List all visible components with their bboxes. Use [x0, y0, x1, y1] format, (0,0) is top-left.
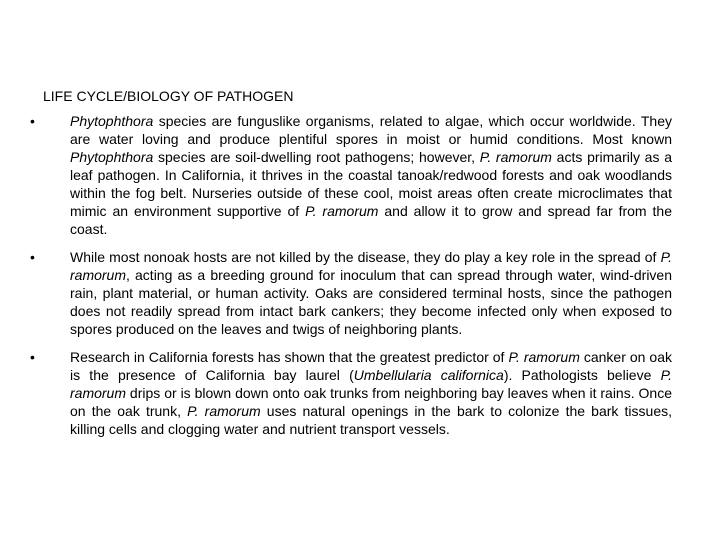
italic-text-run: P. ramorum: [70, 249, 672, 283]
section-heading: LIFE CYCLE/BIOLOGY OF PATHOGEN: [43, 88, 294, 104]
text-run: While most nonoak hosts are not killed by the disease, they do play a key role in the spread of: [70, 249, 661, 265]
bullet-text: [70, 113, 672, 237]
text-run: , acting as a breeding ground for inoculum that can spread through water, wind-driven rain, plant material, or human activity. Oaks are considered terminal hosts, since the pathogen does not readily spread from intact bark cankers; they become infected only when exposed to spores produced on the leaves and twigs of neighboring plants.: [70, 267, 672, 337]
text-run: canker on oak is the presence of California bay laurel (: [70, 349, 672, 383]
bullet-list: [30, 112, 672, 448]
bullet-dot-icon: •: [30, 113, 35, 129]
bullet-text: [70, 349, 672, 437]
italic-text-run: P. ramorum: [187, 403, 261, 419]
italic-text-run: P. ramorum: [305, 203, 379, 219]
bullet-dot-icon: •: [30, 249, 35, 265]
italic-text-run: Phytophthora: [70, 149, 154, 165]
bullet-dot-icon: •: [30, 349, 35, 365]
italic-text-run: P. ramorum: [70, 367, 672, 401]
text-run: acts primarily as a leaf pathogen. In California, it thrives in the coastal tanoak/redwood forests and oak woodlands within the fog belt. Nurseries outside of these cool, moist areas often create microclimates that mimic an environment supportive of: [70, 149, 672, 219]
text-run: and allow it to grow and spread far from the coast.: [70, 203, 672, 237]
italic-text-run: Phytophthora: [70, 113, 154, 129]
text-run: Research in California forests has shown that the greatest predictor of: [70, 349, 509, 365]
text-run: ). Pathologists believe: [503, 367, 661, 383]
bullet-item: [30, 248, 672, 338]
text-run: species are funguslike organisms, related to algae, which occur worldwide. They are water loving and produce plentiful spores in moist or humid conditions. Most known: [70, 113, 672, 147]
text-run: species are soil-dwelling root pathogens; however,: [153, 149, 480, 165]
text-run: drips or is blown down onto oak trunks from neighboring bay leaves when it rains. Once on the oak trunk,: [70, 385, 672, 419]
text-run: uses natural openings in the bark to colonize the bark tissues, killing cells and clogging water and nutrient transport vessels.: [70, 403, 672, 437]
bullet-text: [70, 249, 672, 337]
bullet-item: [30, 348, 672, 438]
italic-text-run: P. ramorum: [479, 149, 552, 165]
italic-text-run: Umbellularia californica: [353, 367, 504, 383]
italic-text-run: P. ramorum: [508, 349, 580, 365]
bullet-item: [30, 112, 672, 238]
